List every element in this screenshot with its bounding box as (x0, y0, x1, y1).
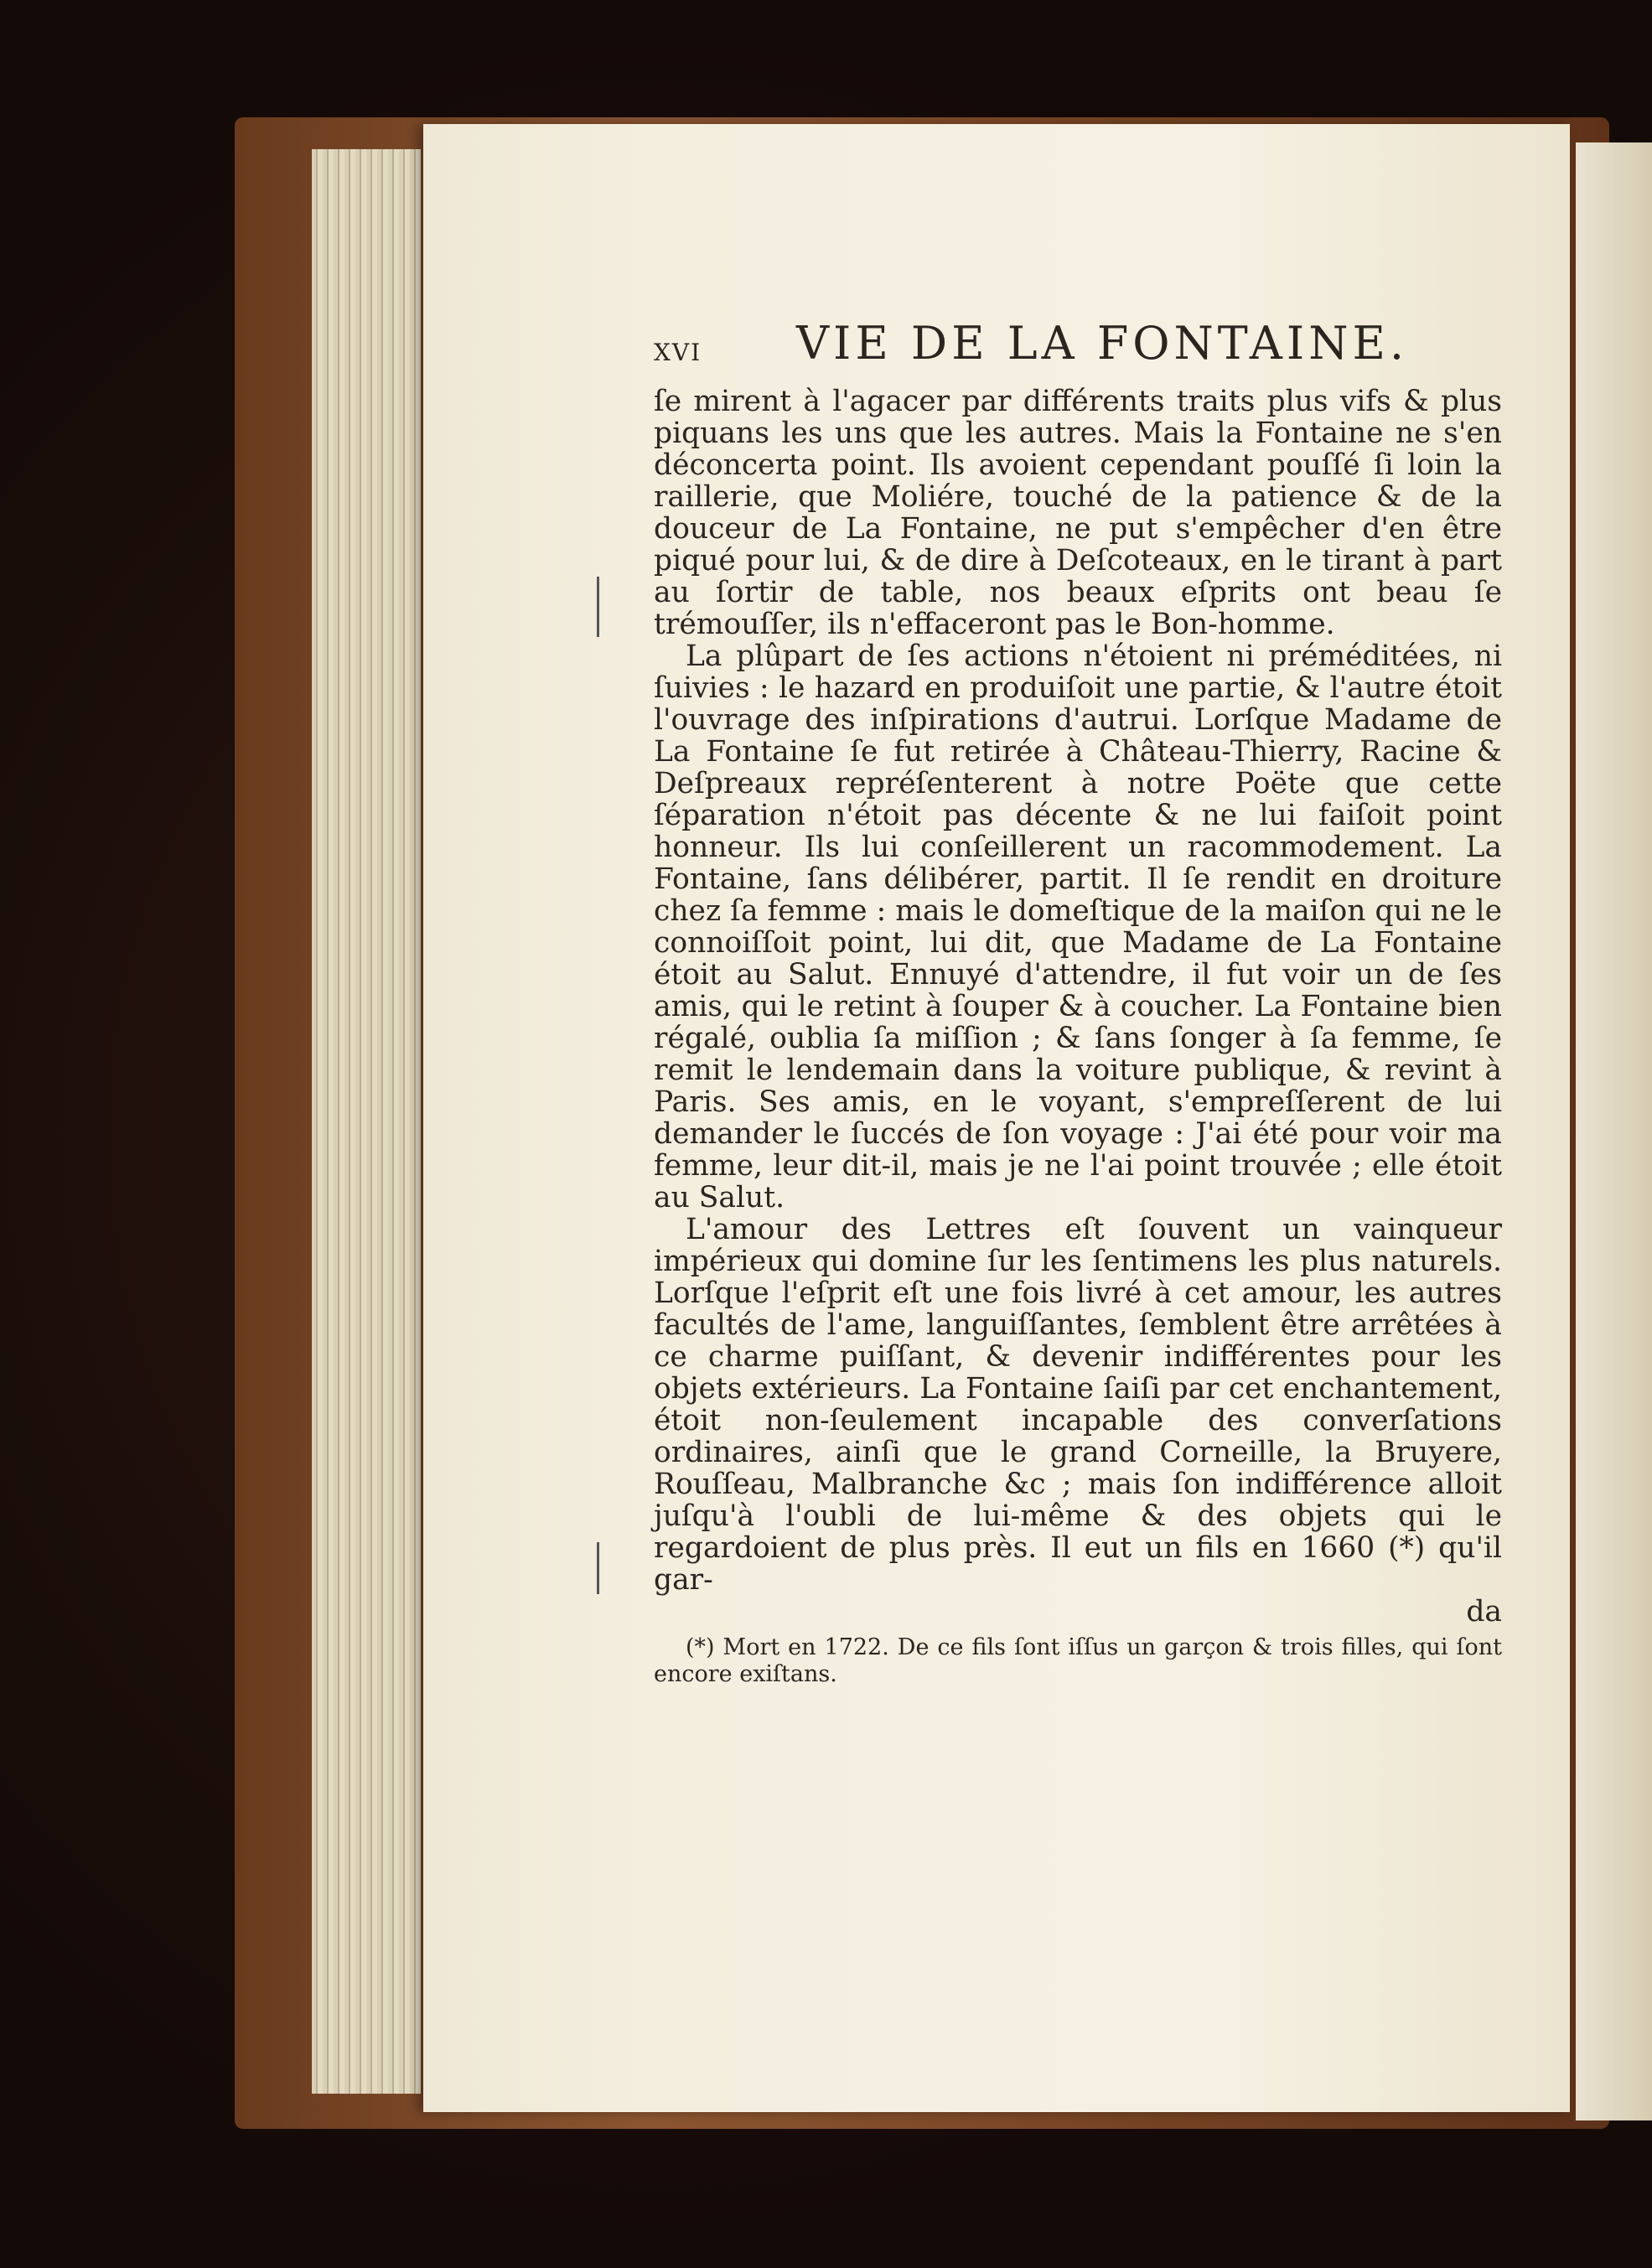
running-title: VIE DE LA FONTAINE. (796, 317, 1409, 370)
page-number: xvi (654, 330, 702, 369)
page-stack-edges (312, 149, 421, 2094)
facing-page-edge (1576, 142, 1652, 2120)
footnote: (*) Mort en 1722. De ce fils ſont iſſus un garçon & trois filles, qui ſont encore exiſtans. (654, 1634, 1502, 1687)
paragraph-2: La plûpart de ſes actions n'étoient ni préméditées, ni ſuivies : le hazard en produiſoit une partie, & l'autre étoit l'ouvrage des inſpirations d'autrui. Lorſque Madame de La Fontaine ſe fut retirée à Château-Thierry, Racine & Deſpreaux repréſenterent à notre Poëte que cette ſéparation n'étoit pas décente & ne lui faiſoit point honneur. Ils lui conſeillerent un racommodement. La Fontaine, ſans délibérer, partit. Il ſe rendit en droiture chez ſa femme : mais le domeſtique de la maiſon qui ne le connoiſſoit point, lui dit, que Madame de La Fontaine étoit au Salut. Ennuyé d'attendre, il fut voir un de ſes amis, qui le retint à ſouper & à coucher. La Fontaine bien régalé, oublia ſa miſſion ; & ſans ſonger à ſa femme, ſe remit le lendemain dans la voiture publique, & revint à Paris. Ses amis, en le voyant, s'empreſſerent de lui demander le ſuccés de ſon voyage : J'ai été pour voir ma femme, leur dit-il, mais je ne l'ai point trouvée ; elle étoit au Salut. (654, 639, 1502, 1214)
paragraph-3: L'amour des Lettres eſt ſouvent un vainqueur impérieux qui domine ſur les ſentimens les plus naturels. Lorſque l'eſprit eſt une fois livré à cet amour, les autres facultés de l'ame, languiſſantes, ſemblent être arrêtées à ce charme puiſſant, & devenir indifférentes pour les objets extérieurs. La Fontaine ſaiſi par cet enchantement, étoit non-ſeulement incapable des converſations ordinaires, ainſi que le grand Corneille, la Bruyere, Rouſſeau, Malbranche &c ; mais ſon indifférence alloit juſqu'à l'oubli de lui-même & des objets qui le regardoient de plus près. Il eut un fils en 1660 (*) qu'il gar- (654, 1213, 1502, 1597)
paragraph-1: ſe mirent à l'agacer par différents traits plus vifs & plus piquans les uns que les autres. Mais la Fontaine ne s'en déconcerta point. Ils avoient cependant pouſſé ſi loin la raillerie, que Moliére, touché de la patience & de la douceur de La Fontaine, ne put s'empêcher d'en être piqué pour lui, & de dire à Deſcoteaux, en le tirant à part au ſortir de table, nos beaux eſprits ont beau ſe trémouſſer, ils n'effaceront pas le Bon-homme. (654, 385, 1502, 641)
catchword: da (1466, 1595, 1502, 1629)
pencil-mark-upper (597, 577, 599, 637)
running-head (654, 317, 1502, 375)
pencil-mark-lower (597, 1542, 599, 1594)
body-text (654, 386, 1502, 1628)
page-text (654, 317, 1502, 1688)
